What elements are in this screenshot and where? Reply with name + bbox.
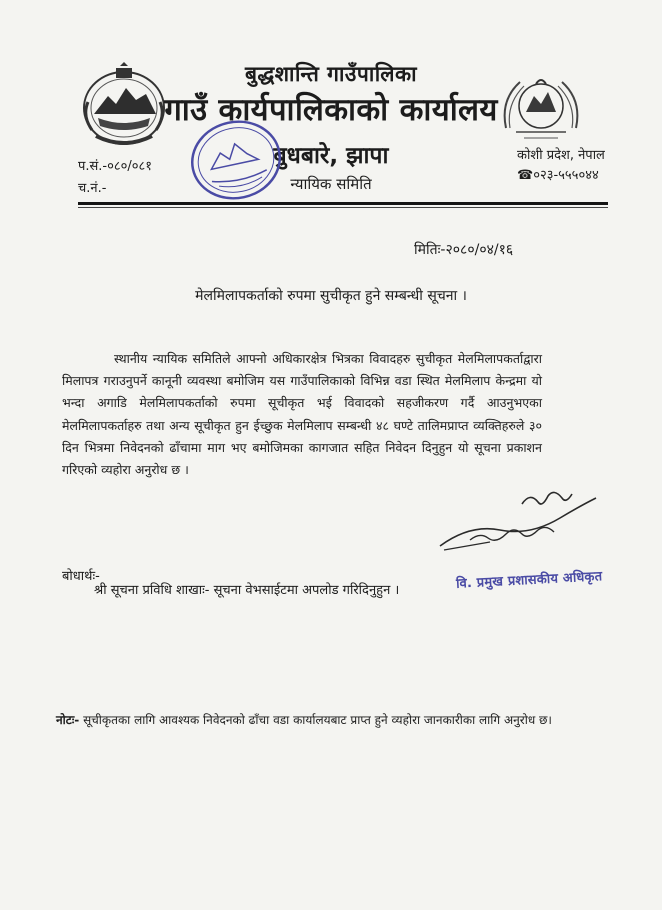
- footer-note: [56, 711, 616, 728]
- letter-body: स्थानीय न्यायिक समितिले आफ्नो अधिकारक्षेत्र भित्रका विवादहरु सुचीकृत मेलमिलापकर्ताद्वारा मिलापत्र गराउनुपर्ने कानूनी व्यवस्था बमोजिम यस गाउँपालिकाको विभिन्न वडा स्थित मेलमिलाप केन्द्रमा यो भन्दा अगाडि मेलमिलापकर्ताको रुपमा सूचीकृत भई विवादको सहजीकरण गर्दै आउनुभएका मेलमिलापकर्ताहरु तथा अन्य सूचीकृत हुन ईच्छुक मेलमिलाप सम्बन्धी ४८ घण्टे तालिमप्राप्त व्यक्तिहरुले ३० दिन भित्रमा निवेदनको ढाँचामा माग भए बमोजिमका कागजात सहित निवेदन दिनुहुन यो सूचना प्रकाशन गरिएको व्यहोरा अनुरोध छ ।: [62, 351, 542, 478]
- cc-label: बोधार्थः-: [62, 569, 100, 584]
- office-name-line2: गाउँ कार्यपालिकाको कार्यालय: [164, 92, 498, 128]
- letter-date: मितिः-२०८०/०४/१६: [414, 242, 514, 258]
- letter-subject: मेलमिलापकर्ताको रुपमा सुचीकृत हुने सम्बन्धी सूचना ।: [195, 288, 467, 304]
- dispatch-number: च.नं.-: [78, 181, 107, 196]
- cc-item: श्री सूचना प्रविधि शाखाः- सूचना वेभसाईटमा अपलोड गरिदिनुहुन ।: [94, 583, 400, 598]
- office-name-line1: बुद्धशान्ति गाउँपालिका: [244, 62, 418, 86]
- note-text: सूचीकृतका लागि आवश्यक निवेदनको ढाँचा वडा कार्यालयबाट प्राप्त हुने व्यहोरा जानकारीका लागि अनुरोध छ।: [83, 713, 552, 727]
- note-label: नोटः-: [56, 713, 80, 727]
- committee-name: न्यायिक समिति: [290, 175, 372, 193]
- office-location: बुधबारे, झापा: [273, 143, 389, 169]
- header-divider-thin: [78, 207, 608, 208]
- office-stamp-icon: [180, 109, 291, 211]
- phone-number: ☎०२३-५५५०४४: [517, 168, 599, 183]
- reference-number: प.सं.-०८०/०८१: [78, 159, 153, 174]
- signatory-stamp: वि. प्रमुख प्रशासकीय अधिकृत: [455, 569, 603, 592]
- signature-icon: [430, 484, 605, 556]
- province-label: कोशी प्रदेश, नेपाल: [517, 148, 605, 163]
- header-divider: [78, 202, 608, 205]
